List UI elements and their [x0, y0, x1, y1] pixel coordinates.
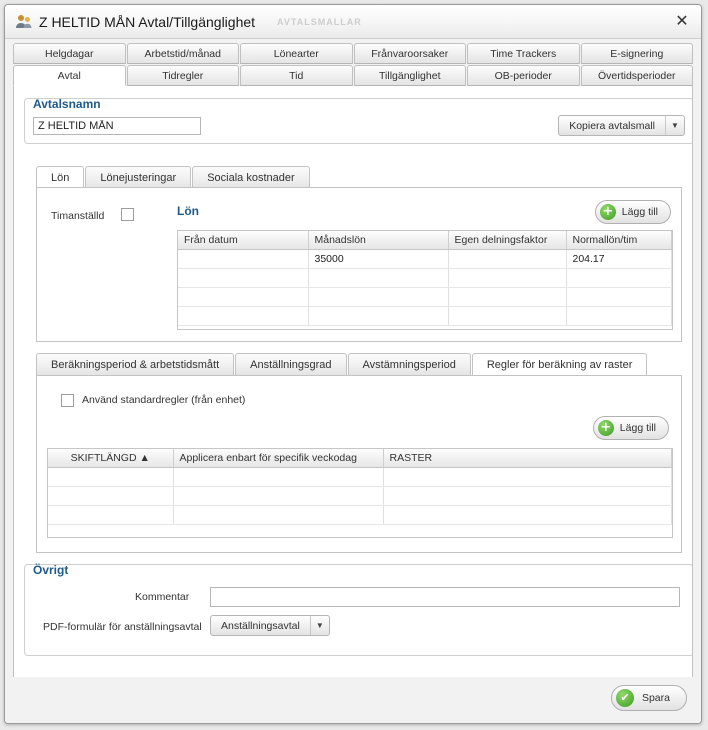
col-fran-datum[interactable]: Från datum — [178, 231, 308, 250]
table-row[interactable] — [178, 250, 672, 269]
cell-manadslon[interactable]: 35000 — [308, 250, 448, 269]
tab-helgdagar[interactable]: Helgdagar — [13, 43, 126, 64]
raster-add-button[interactable] — [593, 416, 669, 440]
lon-tab-strip — [36, 166, 311, 188]
cell-manadslon[interactable] — [308, 288, 448, 307]
kopiera-avtalsmall-label: Kopiera avtalsmall — [569, 119, 655, 132]
save-button[interactable] — [611, 685, 687, 711]
lon-add-button[interactable] — [595, 200, 671, 224]
tab-berakningsperiod-arbetstidsmatt[interactable]: Beräkningsperiod & arbetstidsmått — [36, 353, 234, 375]
cell-skiftlangd[interactable] — [48, 487, 173, 506]
raster-add-label: Lägg till — [619, 422, 656, 434]
kopiera-avtalsmall-button[interactable] — [558, 115, 685, 136]
ovrigt-legend: Övrigt — [33, 563, 69, 577]
col-manadslon[interactable]: Månadslön — [308, 231, 448, 250]
table-row[interactable] — [178, 288, 672, 307]
table-row[interactable] — [178, 307, 672, 326]
avtalsnamn-group — [24, 98, 693, 144]
pdf-formular-label: PDF-formulär för anställningsavtal — [43, 621, 202, 633]
tab-arbetstid-manad[interactable]: Arbetstid/månad — [127, 43, 240, 64]
cell-egen-delningsfaktor[interactable] — [448, 269, 566, 288]
tab-lonejusteringar[interactable]: Lönejusteringar — [85, 166, 191, 188]
table-row[interactable] — [48, 468, 672, 487]
people-icon — [15, 13, 33, 31]
pdf-formular-dropdown[interactable] — [210, 615, 330, 636]
kommentar-input[interactable] — [210, 587, 680, 607]
avtalsnamn-input[interactable] — [33, 117, 201, 135]
table-header-row — [178, 231, 672, 250]
lon-tab-body — [36, 187, 682, 342]
cell-normallon-tim[interactable]: 204.17 — [566, 250, 672, 269]
dialog-window — [4, 4, 702, 724]
col-raster[interactable]: RASTER — [383, 449, 672, 468]
tab-avstamningsperiod[interactable]: Avstämningsperiod — [348, 353, 471, 375]
cell-veckodag[interactable] — [173, 487, 383, 506]
tab-regler-for-berakning-av-raster[interactable]: Regler för beräkning av raster — [472, 353, 648, 375]
tab-lonearter[interactable]: Lönearter — [240, 43, 353, 64]
tab-sociala-kostnader[interactable]: Sociala kostnader — [192, 166, 309, 188]
cell-egen-delningsfaktor[interactable] — [448, 307, 566, 326]
save-button-label: Spara — [641, 692, 670, 704]
cell-raster[interactable] — [383, 468, 672, 487]
tab-avtal[interactable]: Avtal — [13, 65, 126, 86]
cell-egen-delningsfaktor[interactable] — [448, 288, 566, 307]
berakning-tab-strip — [36, 353, 648, 375]
timanstalld-label: Timanställd — [51, 210, 105, 222]
check-icon: ✔ — [616, 689, 634, 707]
cell-normallon-tim[interactable] — [566, 307, 672, 326]
cell-fran-datum[interactable] — [178, 269, 308, 288]
cell-fran-datum[interactable] — [178, 288, 308, 307]
tab-lon[interactable]: Lön — [36, 166, 84, 188]
ovrigt-group — [24, 564, 693, 656]
col-normallon-tim[interactable]: Normallön/tim — [566, 231, 672, 250]
cell-manadslon[interactable] — [308, 307, 448, 326]
cell-manadslon[interactable] — [308, 269, 448, 288]
cell-veckodag[interactable] — [173, 506, 383, 525]
tab-ob-perioder[interactable]: OB-perioder — [467, 65, 580, 86]
table-header-row — [48, 449, 672, 468]
tab-anstallningsgrad[interactable]: Anställningsgrad — [235, 353, 346, 375]
chevron-down-icon[interactable]: ▼ — [671, 121, 679, 130]
tab-e-signering[interactable]: E-signering — [581, 43, 694, 64]
tab-row-1 — [13, 43, 693, 64]
cell-skiftlangd[interactable] — [48, 506, 173, 525]
timanstalld-checkbox[interactable] — [121, 208, 134, 221]
plus-icon: + — [600, 204, 616, 220]
lon-add-label: Lägg till — [621, 206, 658, 218]
pdf-formular-value: Anställningsavtal — [221, 619, 300, 632]
table-row[interactable] — [48, 506, 672, 525]
cell-raster[interactable] — [383, 487, 672, 506]
tab-bar — [5, 39, 701, 86]
table-row[interactable] — [178, 269, 672, 288]
chevron-down-icon[interactable]: ▼ — [315, 621, 324, 630]
lon-grid[interactable] — [177, 230, 673, 330]
anvand-standardregler-label: Använd standardregler (från enhet) — [82, 394, 246, 406]
title-bar — [5, 5, 701, 39]
tab-tidregler[interactable]: Tidregler — [127, 65, 240, 86]
plus-icon: + — [598, 420, 614, 436]
cell-fran-datum[interactable] — [178, 307, 308, 326]
col-applicera-veckodag[interactable]: Applicera enbart för specifik veckodag — [173, 449, 383, 468]
kommentar-label: Kommentar — [135, 591, 190, 603]
window-title: Z HELTID MÅN Avtal/Tillgänglighet — [39, 13, 256, 30]
tab-row-2 — [13, 65, 693, 86]
cell-skiftlangd[interactable] — [48, 468, 173, 487]
window-subtitle: AVTALSMALLAR — [277, 16, 362, 27]
cell-raster[interactable] — [383, 506, 672, 525]
avtalsnamn-legend: Avtalsnamn — [33, 97, 101, 111]
cell-veckodag[interactable] — [173, 468, 383, 487]
raster-grid[interactable] — [47, 448, 673, 538]
cell-normallon-tim[interactable] — [566, 288, 672, 307]
tab-overtidsperioder[interactable]: Övertidsperioder — [581, 65, 694, 86]
tab-franvaroorsaker[interactable]: Frånvaroorsaker — [354, 43, 467, 64]
tab-tillganglighet[interactable]: Tillgänglighet — [354, 65, 467, 86]
tab-tid[interactable]: Tid — [240, 65, 353, 86]
cell-egen-delningsfaktor[interactable] — [448, 250, 566, 269]
raster-tab-body — [36, 375, 682, 553]
anvand-standardregler-checkbox[interactable] — [61, 394, 74, 407]
col-egen-delningsfaktor[interactable]: Egen delningsfaktor — [448, 231, 566, 250]
cell-normallon-tim[interactable] — [566, 269, 672, 288]
avtal-panel — [13, 86, 693, 686]
col-skiftlangd[interactable]: SKIFTLÄNGD ▲ — [48, 449, 173, 468]
tab-time-trackers[interactable]: Time Trackers — [467, 43, 580, 64]
lon-section-heading: Lön — [177, 204, 199, 218]
cell-fran-datum[interactable] — [178, 250, 308, 269]
table-row[interactable] — [48, 487, 672, 506]
close-icon[interactable]: ✕ — [675, 11, 689, 30]
footer-bar — [5, 677, 701, 723]
